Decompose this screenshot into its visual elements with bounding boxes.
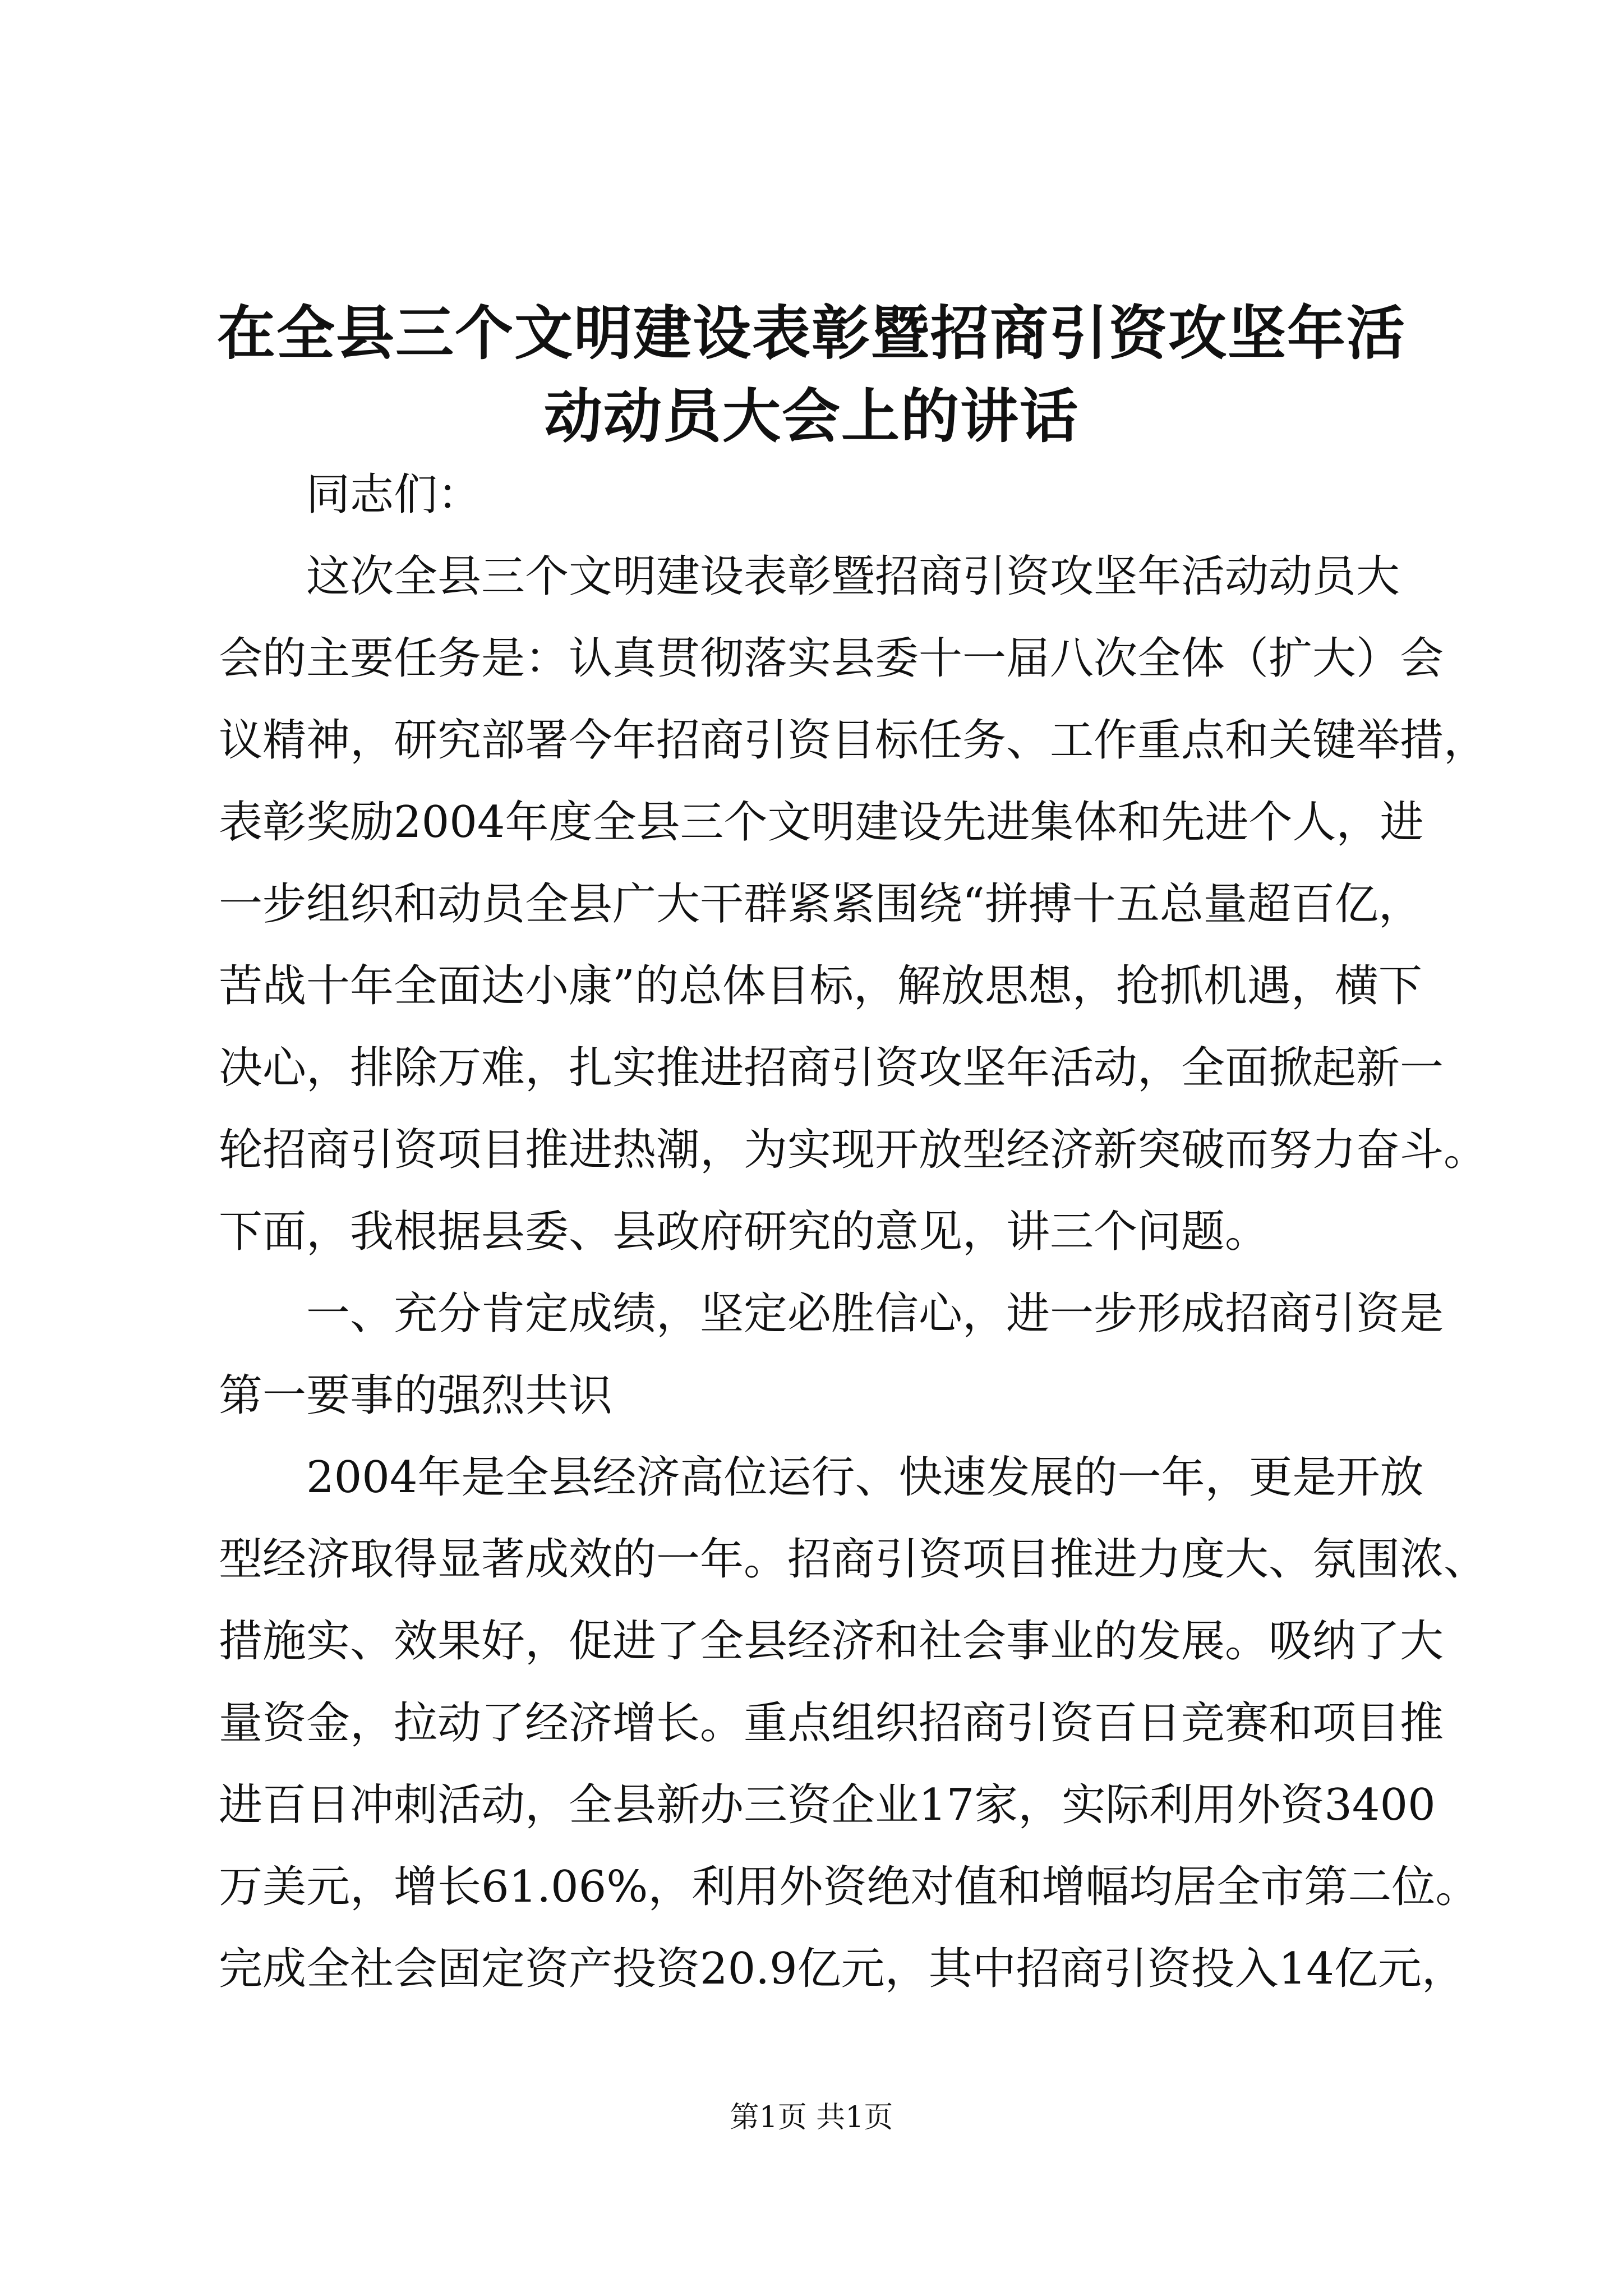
title-line-1: 在全县三个文明建设表彰暨招商引资攻坚年活 [216, 299, 1406, 367]
section-heading-line: 一、充分肯定成绩，坚定必胜信心，进一步形成招商引资是 [306, 1289, 1444, 1339]
body-line: 2004年是全县经济高位运行、快速发展的一年，更是开放 [306, 1452, 1424, 1503]
body-line: 进百日冲刺活动，全县新办三资企业17家，实际利用外资3400 [219, 1780, 1436, 1830]
body-line: 苦战十年全面达小康”的总体目标，解放思想，抢抓机遇，横下 [219, 961, 1422, 1011]
body-line: 型经济取得显著成效的一年。招商引资项目推进力度大、氛围浓、 [219, 1534, 1488, 1585]
title-line-2: 动动员大会上的讲话 [543, 382, 1079, 450]
body-line: 议精神，研究部署今年招商引资目标任务、工作重点和关键举措， [219, 715, 1488, 766]
body-line: 量资金，拉动了经济增长。重点组织招商引资百日竞赛和项目推 [219, 1698, 1444, 1749]
document-title [213, 292, 1410, 458]
body-line: 决心，排除万难，扎实推进招商引资攻坚年活动，全面掀起新一 [219, 1043, 1444, 1093]
body-line: 下面，我根据县委、县政府研究的意见，讲三个问题。 [219, 1207, 1269, 1257]
body-line: 完成全社会固定资产投资20.9亿元，其中招商引资投入14亿元， [219, 1944, 1465, 1994]
body-line: 轮招商引资项目推进热潮，为实现开放型经济新突破而努力奋斗。 [219, 1125, 1488, 1175]
body-line: 表彰奖励2004年度全县三个文明建设先进集体和先进个人，进 [219, 797, 1424, 848]
body-line: 措施实、效果好，促进了全县经济和社会事业的发展。吸纳了大 [219, 1616, 1444, 1667]
section-heading-line: 第一要事的强烈共识 [219, 1370, 613, 1421]
body-line: 会的主要任务是：认真贯彻落实县委十一届八次全体（扩大）会 [219, 633, 1444, 684]
body-line: 一步组织和动员全县广大干群紧紧围绕“拼搏十五总量超百亿， [219, 879, 1422, 930]
body-line: 这次全县三个文明建设表彰暨招商引资攻坚年活动动员大 [306, 551, 1400, 602]
salutation: 同志们： [306, 470, 482, 520]
page-number-footer: 第1页 共1页 [730, 2101, 893, 2134]
body-line: 万美元，增长61.06%，利用外资绝对值和增幅均居全市第二位。 [219, 1862, 1479, 1912]
